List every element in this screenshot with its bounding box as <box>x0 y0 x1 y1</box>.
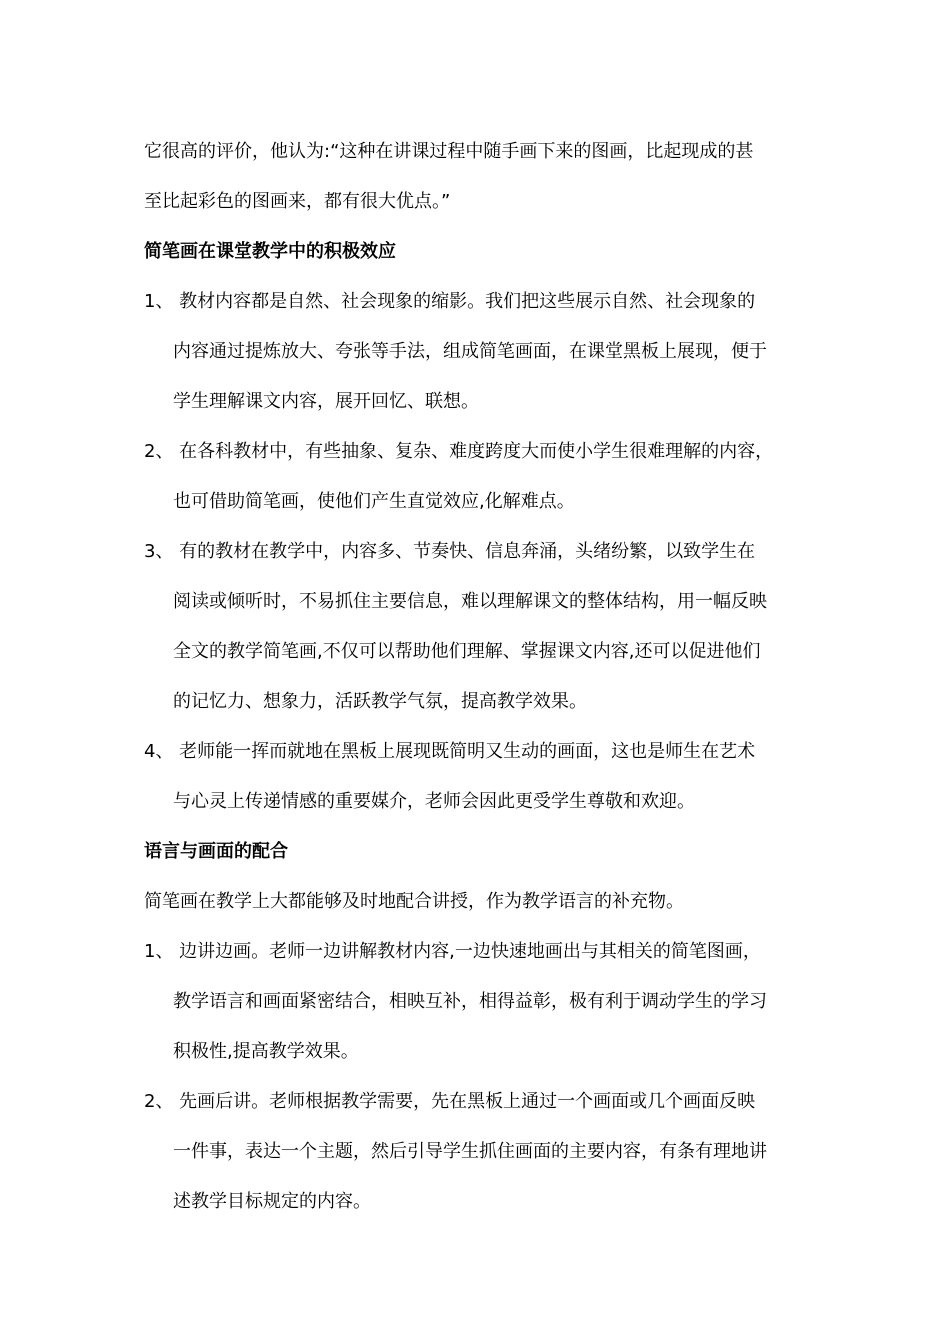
list-item-2-1-cont: 教学语言和画面紧密结合，相映互补，相得益彰，极有利于调动学生的学习 <box>173 991 767 1012</box>
list-item-1-4-cont: 与心灵上传递情感的重要媒介，老师会因此更受学生尊敬和欢迎。 <box>173 791 695 812</box>
list-item-1-1-cont: 学生理解课文内容，展开回忆、联想。 <box>173 391 479 412</box>
list-item-2-1: 1、 边讲边画。老师一边讲解教材内容,一边快速地画出与其相关的简笔图画， <box>144 941 761 962</box>
list-item-1-3-cont: 全文的教学简笔画,不仅可以帮助他们理解、掌握课文内容,还可以促进他们 <box>173 641 761 662</box>
section-2-intro: 简笔画在教学上大都能够及时地配合讲授，作为教学语言的补充物。 <box>144 891 684 912</box>
list-item-2-2: 2、 先画后讲。老师根据教学需要，先在黑板上通过一个画面或几个画面反映 <box>144 1091 756 1112</box>
list-item-2-2-cont: 一件事，表达一个主题，然后引导学生抓住画面的主要内容，有条有理地讲 <box>173 1141 767 1162</box>
list-item-2-2-cont: 述教学目标规定的内容。 <box>173 1191 371 1212</box>
section-heading-2: 语言与画面的配合 <box>144 841 288 862</box>
list-item-1-3-cont: 阅读或倾听时，不易抓住主要信息，难以理解课文的整体结构，用一幅反映 <box>173 591 767 612</box>
section-heading-1: 简笔画在课堂教学中的积极效应 <box>144 241 396 262</box>
intro-line-2: 至比起彩色的图画来，都有很大优点。” <box>144 191 451 212</box>
list-item-1-2: 2、 在各科教材中，有些抽象、复杂、难度跨度大而使小学生很难理解的内容， <box>144 441 774 462</box>
list-item-1-3: 3、 有的教材在教学中，内容多、节奏快、信息奔涌，头绪纷繁，以致学生在 <box>144 541 756 562</box>
list-item-1-1-cont: 内容通过提炼放大、夸张等手法，组成简笔画面，在课堂黑板上展现，便于 <box>173 341 767 362</box>
list-item-2-1-cont: 积极性,提高教学效果。 <box>173 1041 359 1062</box>
list-item-1-4: 4、 老师能一挥而就地在黑板上展现既简明又生动的画面，这也是师生在艺术 <box>144 741 756 762</box>
list-item-1-2-cont: 也可借助简笔画，使他们产生直觉效应,化解难点。 <box>173 491 575 512</box>
list-item-1-3-cont: 的记忆力、想象力，活跃教学气氛，提高教学效果。 <box>173 691 587 712</box>
list-item-1-1: 1、 教材内容都是自然、社会现象的缩影。我们把这些展示自然、社会现象的 <box>144 291 756 312</box>
intro-line-1: 它很高的评价，他认为:“这种在讲课过程中随手画下来的图画，比起现成的甚 <box>144 141 754 162</box>
